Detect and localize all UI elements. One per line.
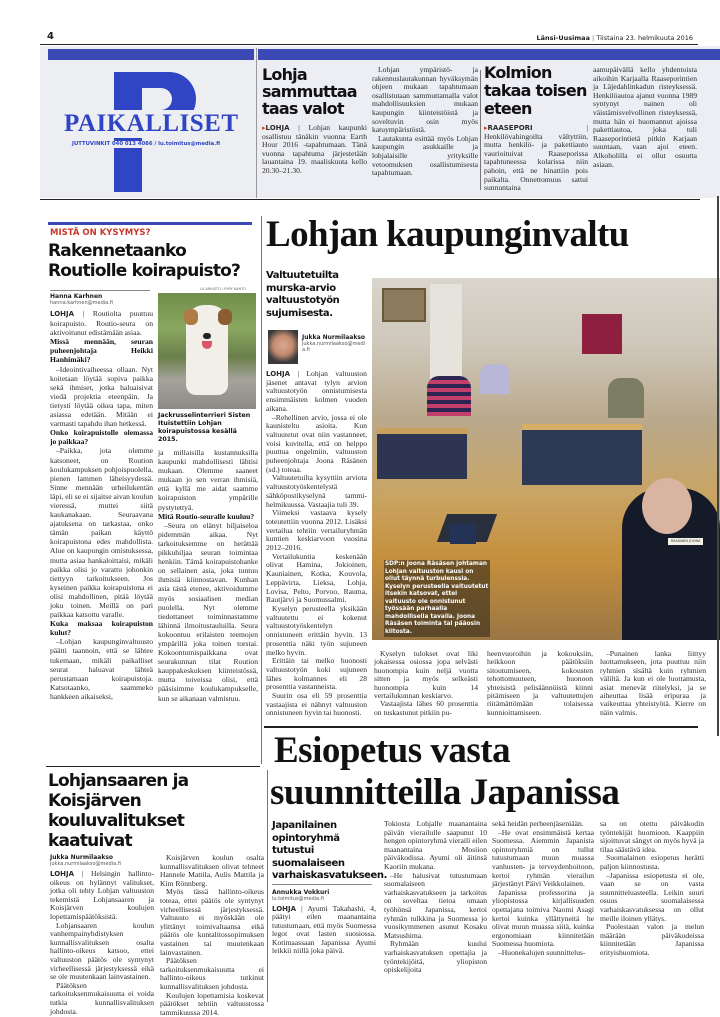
brief2-place: RAASEPORI (488, 124, 533, 132)
paragraph: Päätöksen tarkoituksenmukaisuutta ei voida tutkia kunnallisvalituksen johdosta. (50, 982, 154, 1016)
column-divider (261, 216, 262, 764)
dogpark-kicker: MISTÄ ON KYSYMYS? (50, 228, 150, 238)
paragraph: Suurin osa eli 59 prosenttia vastaajista ei nähnyt valtuuston onnistuneen hyvin tai huonosti. (266, 692, 367, 718)
dateline-place: LOHJA (50, 310, 74, 318)
schools-column1 (50, 870, 154, 1016)
brief1-column2 (372, 66, 478, 178)
lead-paragraph (50, 309, 153, 337)
author-email: jukka.nurmilaakso@media.fi (50, 861, 154, 867)
japan-headline (270, 730, 619, 814)
paragraph: ja millaisilla kustannuksilla kaupunki mahdollisesti lähtisi mukaan. Olemme saaneet mukaan jo sen verran ihmisiä, että kyllä me aidat saamme koirapuiston ympärille pystytettyä. (158, 448, 258, 512)
photo-credit: LU-ARKISTO / PYRY KANTO (200, 287, 246, 291)
council-headline: Lohjan kaupunginvaltu (266, 214, 629, 256)
photo-person (480, 364, 510, 394)
byline-rule (50, 290, 150, 291)
arrow-icon: ▸ (262, 124, 266, 132)
dogpark-column1 (50, 309, 153, 701)
page-header (536, 34, 693, 42)
dog-ear-right (218, 309, 232, 325)
paragraph: Kyselyn tulokset ovat liki jokaisessa osiossa jopa selvästi huonompia kuin neljä vuotta sitten ja myös selkeästi huonompia kuin 14 vertailukunnan keskiarvo. (374, 650, 478, 700)
column-divider (267, 770, 268, 1002)
publication-date: Tiistaina 23. helmikuuta 2016 (596, 34, 693, 42)
logo-title: PAIKALLISET (62, 110, 241, 138)
author-name: Hanna Karhnen (50, 293, 113, 300)
brief1-headline: Lohja sammuttaa taas valot (262, 66, 370, 117)
paragraph: –He halusivat tutustumaan suomalaiseen varhaiskasvatukseen ja tarkoitus on soveltaa tietoa omaan työhönsä Japanissa, kertoi ryhmän tulkkina ja Suomessa jo vuosikymmenen asunut Kosaku Matsushima. (384, 872, 487, 941)
council-paragraph: –Punainen lanka liittyy luottamukseen, jota puuttuu niin ryhmien sisältä kuin ryhmien väliltä. Ja kun ei ole luottamusta, asiat menevät riitelyksi, ja se aiheuttaa lisää eripuraa ja vaikeuttaa yhteistyötä. Kierre on näin valmis. (600, 650, 706, 717)
schools-byline (50, 854, 154, 867)
kicker-bar (48, 222, 252, 225)
brief2-column2 (593, 66, 697, 169)
lead-paragraph (50, 870, 154, 922)
author-email: lu.toimitus@media.fi (272, 896, 329, 902)
japan-column4 (600, 820, 704, 958)
paragraph: –Japanissa esiopetusta ei ole, vaan se on vasta suunnitteluasteella. Leikin suuri osuus suomalaisessa varhaiskasvatuksessa on ollut meille iloinen yllätys. (600, 872, 704, 924)
photo-desk (522, 424, 642, 485)
paragraph: Päätöksen tarkoituksenmukaisuutta ei hallinto-oikeus tutkinut kunnallisvalituksen johdosta. (160, 957, 264, 991)
japan-column3 (492, 820, 594, 958)
paragraph: sa on otettu päiväkodin työntekijät huomioon. Kaappiin sijoittuvat sängyt on myös hyvä ja tilaa säästävä idea. (600, 820, 704, 854)
author-name: Annukka Vokkuri (272, 889, 329, 896)
paragraph: Myös tässä hallinto-oikeus toteaa, ettei päätös ole syntynyt virheellisessä järjestyksessä. Valtuusto ei myöskään ole ylittänyt toimivaltaansa eikä päätös ole kuntalitossopimuksen vastainen tai muutenkaan lainvastainen. (160, 888, 264, 957)
paragraph: Vertailukuntia keskenään olivat Hamina, Jokioinen, Kauniainen, Kotka, Kouvola, Leppävirta, Lieksa, Lohja, Lovisa, Pelto, Porvoo, Rauma, Rautjärvi ja Suomussalmi. (266, 553, 367, 605)
dog-photo-caption: Jackrusselinterrieri Sisten Ituistettiin Lohjan koirapuistossa kesällä 2015. (158, 412, 256, 444)
photo-desk (377, 428, 467, 479)
author-email: jukka.nurmilaakso@media.fi (302, 341, 368, 353)
interview-question: Missä mennään, seuran puheenjohtaja Heikki Hanhimäki? (50, 337, 153, 364)
page-number: 4 (47, 31, 54, 43)
column-divider (480, 70, 481, 190)
paragraph: Koulujen lopettamisia koskevat päätökset tehtiin valtuustossa tammikuussa 2014. (160, 992, 264, 1017)
dateline-separator: | (74, 309, 93, 318)
paragraph: Valtuutetuilta kysyttiin arviota valtuustotyöskentelystä sähköpostikyselynä tammi-helmikuussa. Vastaajia tuli 39. (266, 474, 367, 509)
japan-headline-line2: suunnitteilla Japanissa (270, 772, 619, 814)
column-divider (256, 48, 257, 198)
dateline-place: LOHJA (50, 870, 74, 878)
photo-red-panel (582, 314, 622, 354)
council-paragraph: heenvuoroihin ja kokouksiin, heikkoon päätöksiin sitoutumiseen, kokousten tehottomuuteen, huonoon yhteisistä pelisäännöistä kiinni pitämiseen ja valtuutettujen riitämättömään tolaisessa kunnioittamiseen. (487, 650, 593, 717)
council-bottom-column3 (600, 650, 706, 717)
photo-nameplate: RÄSÄNEN JOONA (668, 538, 703, 545)
dogpark-headline: Rakennetaanko Routiolle koirapuisto? (48, 241, 258, 281)
interview-question: Kuka maksaa koirapuiston kulut? (50, 619, 153, 637)
paragraph: Viimeksi vastaava kysely toteutettiin vuonna 2012. Lisäksi vertailua tehtiin vertailuryhmän kuntien keskiarvoon vuosina 2012–2016. (266, 509, 367, 553)
paragraph: –Paikka, jota olemme katsoneet, on Roution koulukampuksen pohjoispuolella, pienen lammen läheisyydessä. Sinne mennään urheilukentän läpi, eli se ei sijaitse aivan koulun vieressä, muttei siitä kaukanakaan. Seuraavana ajatuksena on tarkastaa, onko tämän paikan käyttö koirapuistona edes mahdollista. Alue on kaupungin omistuksessa, mutta asiaa hankaloittaisi, mikäli paikka olisi jo varattu johonkin tiettyyn tarkoitukseen. Jos kyseinen paikka koirapuistona ei olisi mahdollinen, pitää löytää joku toinen. Meillä on pari paikkaa katsottu varalle. (50, 446, 153, 619)
council-column1 (266, 370, 367, 718)
header-rule (40, 44, 698, 45)
banner-blue-bar-left (48, 49, 254, 60)
paragraph: Puolestaan valon ja melun määrään päiväkodeissa kiinnitetään Japanissa erityishuomiota. (600, 923, 704, 957)
lead-paragraph (266, 370, 367, 414)
dog-ear-left (184, 309, 198, 325)
paragraph: Koisjärven koulun osalta kunnallisvalituksen olivat tehneet Hannele Mattila, Aulis Mattila ja Kim Rönnberg. (160, 854, 264, 888)
logo-p-counter (142, 88, 172, 110)
author-name: Jukka Nurmilaakso (302, 334, 368, 341)
dateline-separator: | (74, 869, 91, 878)
publication-name: Länsi-Uusimaa (536, 34, 590, 42)
paragraph: –Rehellinen arvio, jossa ei ole kaunisteltu asioita. Kun valtuutetut ovat niin vastanneet, voisi kuvitella, että on helppo puuttua ongelmiin, valtuuston puheenjohtaja Joona Räsänen (sd.) toteaa. (266, 414, 367, 475)
paragraph: –Ideointivaiheessa ollaan. Nyt koitetaan löytää sopiva paikka sekä ihmiset, jotka haluaisivat viedä projektia eteenpäin. Ja tietysti löytää oikea tapa, miten asiassa edetään. Mitään ei varmasti tapahdu ihan hetkessä. (50, 365, 153, 429)
logo-tips: JUTTUVINKIT 040 013 4086 / lu.toimitus@media.fi (72, 141, 220, 148)
interview-question: Mitä Routio-seuralle kuuluu? (158, 512, 258, 521)
schools-column2 (160, 854, 264, 1017)
paragraph: –Seura on elänyt hiljaiseloa pidemmän aikaa. Nyt tarkoituksemme on herättää pikkuhiljaa seuran toimintaa henkiin. Tämä koirapuistohanke on sellainen asia, joka tuntuu ihmisiä kiinnostavan. Kunhan asia tästä etenee, aktivoidumme myös sosiaalisen median puolella. Nyt olemme tiedottaneet toiminnastamme lähinnä ilmoitustauluilla. Seura kokoontuu erilaisten teemojen ympärillä joka toinen torstai. Kokoontumispaikkana ovat seurakunnan tilat Roution kauppakeskuksen kiinteistössä, mutta toiveissa olisi, että pääsisimme koulukampukselle, kun se aikanaan valmistuu. (158, 521, 258, 703)
brief2-paragraph: aamupäivällä kello yhdentoista aikoihin Karjaalla Raaseporintien ja Läjedahlinkadun risteyksessä. Henkilöautoa ajanut vuonna 1989 syntynyt nainen oli väistämisvelvollinen risteyksessä, mutta hän ei huomannut ajoissa pakettiautoa, joka tuli Raaseporintietä pitkin Karjaan suuntaan, vaan ajoi eteen. Alkoholilla ei ollut osuutta asiaan. (593, 66, 697, 169)
photo-person (427, 376, 471, 416)
photo-wall-painting (382, 288, 426, 322)
section-rule (264, 726, 698, 728)
dog-nose (203, 333, 211, 339)
lead-text: Helsingin hallinto-oikeus on hylännyt valitukset, jotka oli tehty Lohjan valtuuston tekemistä Lohjansaaren ja Koisjärven koulujen lopettamispäätöksistä. (50, 869, 154, 921)
brief1-body: ▸LOHJA | Lohjan kaupunki osallistuu tänäkin vuonna Earth Hour 2016 -tapahtumaan. Tänä vuonna tapahtuma järjestetään lauantaina 19. maaliskuuta kello 20.30–21.30. (262, 124, 367, 176)
paragraph: Kyselyn perusteella yksikään valtuutettu ei kokenut valtuustotyöskentelyn onnistuneen erittäin hyvin. 13 prosenttia näki työn sujuneen melko hyvin. (266, 605, 367, 657)
paragraph: Vastaajista lähes 60 prosenttia on tuskastunut pitkiin pu- (374, 700, 478, 717)
council-photo-caption: SDP:n Joona Räsäsen johtaman Lohjan valtuuston kausi on ollut täynnä turbulenssia. Kyselyn perusteella valtuutetut itsekin katsovat, ettei valtuusto ole onnistunut työssään parhaalla mahdollisella tavalla. Joona Räsäsen toiminta tai pääosin kiitosta. (384, 560, 490, 637)
paragraph: Lohjansaaren koulun vanhempainyhdistyksen kunnallisvalituksen osalta hallinto-oikeus katsoo, ettei valtuuston päätös ole syntynyt virheellisessä järjestyksessä eikä se ole muutenkaan lainvastainen. (50, 922, 154, 982)
photo-person (608, 378, 644, 418)
paragraph: Suomalainen esiopetus herätti paljon kiinnostusta. (600, 854, 704, 871)
schools-headline: Lohjansaaren ja Koisjärven kouluvalitukset kaatuivat (48, 771, 266, 851)
paragraph: –Lohjan kaupunginvaltuusto päätti taannoin, että se lähtee tukemaan, mikäli paikalliset seurat haluavat lähteä perustamaan koirapuistoja. Katsotaanko, saammeko hankkeen aikaiseksi, (50, 637, 153, 701)
lead-text: Lohjan valtuuston jäsenet antavat tylyn arvion valtuustotyön onnistumisesta ensimmäisten kolmen vuoden aikana. (266, 369, 367, 413)
council-deck: Valtuutetuilta murska-arvio valtuustotyön sujumisesta. (266, 270, 366, 320)
paragraph: Erittäin tai melko huonosti valtuustotyön koki sujuneen lähes kolmannes eli 28 prosenttia vastanneista. (266, 657, 367, 692)
section-rule (40, 199, 700, 200)
dateline-place: LOHJA (266, 370, 290, 378)
dog-photo (158, 293, 256, 409)
brief1-paragraph: Lautakunta esittää myös Lohjan kaupungin asukkaille ja lohjalaisille yrityksille vetoomuksen osallistumisesta tapahtumaan. (372, 135, 478, 178)
paragraph: Japanissa professorina ja yliopistossa kirjallisuuden opettajana toimiva Naomi Asagi kertoi kuinka yllättyneitä he olivat muun muassa siitä, kuinka ergonomiaan kiinnitetään Suomessa huomiota. (492, 889, 594, 949)
brief2-body: ▸RAASEPORI | Henkilövahingoilta vältyttiin, mutta henkilö- ja pakettiauto vaurioituivat Raaseporissa tapahtuneessa kolarissa niin pahoin, että ne hinattiin pois paikalta. Onnettomuus sattui sunnuntaina (484, 124, 588, 193)
paragraph: sekä heidän perheenjäseniään. (492, 820, 594, 829)
brief1-place: LOHJA (266, 124, 290, 132)
dogpark-column2 (158, 448, 258, 703)
section-rule (46, 766, 260, 767)
japan-column1: LOHJA | Ayumi Takahashi, 4, päätyi eilen maanantaina tutustumaan, että myös Suomessa legot ovat lasten suosiossa. Kotimaassaan Japanissa Ayumi leikkii niillä joka päivä. (272, 905, 376, 957)
japan-byline (272, 889, 329, 902)
paragraph: –Huonekalujen suunnittelus- (492, 949, 594, 958)
council-byline (302, 334, 368, 353)
dateline-separator: | (290, 369, 306, 378)
japan-place: LOHJA (272, 905, 296, 913)
author-name: Jukka Nurmilaakso (50, 854, 154, 861)
brief1-text: Lohjan kaupunki osallistuu tänäkin vuonna Earth Hour 2016 -tapahtumaan. Tänä vuonna tapahtuma järjestetään lauantaina 19. maaliskuuta kello 20.30–21.30. (262, 123, 367, 175)
japan-lead: Ayumi Takahashi, 4, päätyi eilen maanantaina tutustumaan, että myös Suomessa legot ovat lasten suosiossa. Kotimaassaan Japanissa Ayumi leikkii niillä joka päivä. (272, 904, 376, 956)
brief2-text: Henkilövahingoilta vältyttiin, mutta henkilö- ja pakettiauto vaurioituivat Raaseporissa tapahtuneessa kolarissa niin pahoin, että ne hinattiin pois paikalta. Onnettomuus sattui sunnuntaina (484, 132, 588, 193)
page-right-edge (717, 196, 719, 736)
interview-question: Onko koirapuistolle olemassa jo paikkaa? (50, 428, 153, 446)
author-photo (268, 330, 298, 364)
banner-blue-bar-right (258, 49, 720, 60)
byline-rule (272, 884, 372, 885)
dogpark-byline (50, 293, 113, 306)
paragraph: –He ovat ensimmäistä kertaa Suomessa. Aiemmin Japanista opintoryhmiä on tullut tutustumaan muun muassa vanhusten- ja terveydenhoitoon, kertoi ryhmän vierailun järjestänyt Päivi Veikkolainen. (492, 829, 594, 889)
paikalliset-logo (48, 62, 254, 194)
photo-head-foreground (642, 478, 692, 534)
paragraph: Tokiosta Lohjalle maanantaina päivän vierailulle saapunut 10 hengen opintoryhmä vieraili eilen maanantaina Mosiion päiväkodissa. Ayumi oli äitinsä Kaoriin mukana. (384, 820, 487, 872)
arrow-icon: ▸ (484, 124, 488, 132)
japan-headline-line1: Esiopetus vasta (270, 730, 619, 772)
council-bottom-column2 (487, 650, 593, 717)
paragraph: Ryhmään kuului varhaiskasvatuksen opettajia ja työntekijöitä, yliopiston opiskelijoita (384, 940, 487, 974)
header-separator: | (592, 34, 594, 42)
japan-deck: Japanilainen opintoryhmä tutustui suomalaiseen varhaiskasvatukseen. (272, 820, 376, 883)
brief2-headline: Kolmion takaa toisen eteen (484, 64, 596, 118)
photo-phone (450, 524, 476, 544)
brief1-paragraph: Lohjan ympäristö- ja rakennuslautakunnan hyväksymän ohjeen mukaan tapahtumaan osallistutaan sammuttamalla valot mahdollisuuksien mukaan kaupungin kiinteistöistä ja soveltuvin osin myös katuympäristöstä. (372, 66, 478, 135)
japan-column2 (384, 820, 487, 975)
author-email: hanna.karhnen@media.fi (50, 300, 113, 306)
council-bottom-column1 (374, 650, 478, 717)
lead-text: Routiolta puuttuu koirapuisto. Routio-seura on aktivoitunut edistämään asiaa. (50, 309, 153, 337)
